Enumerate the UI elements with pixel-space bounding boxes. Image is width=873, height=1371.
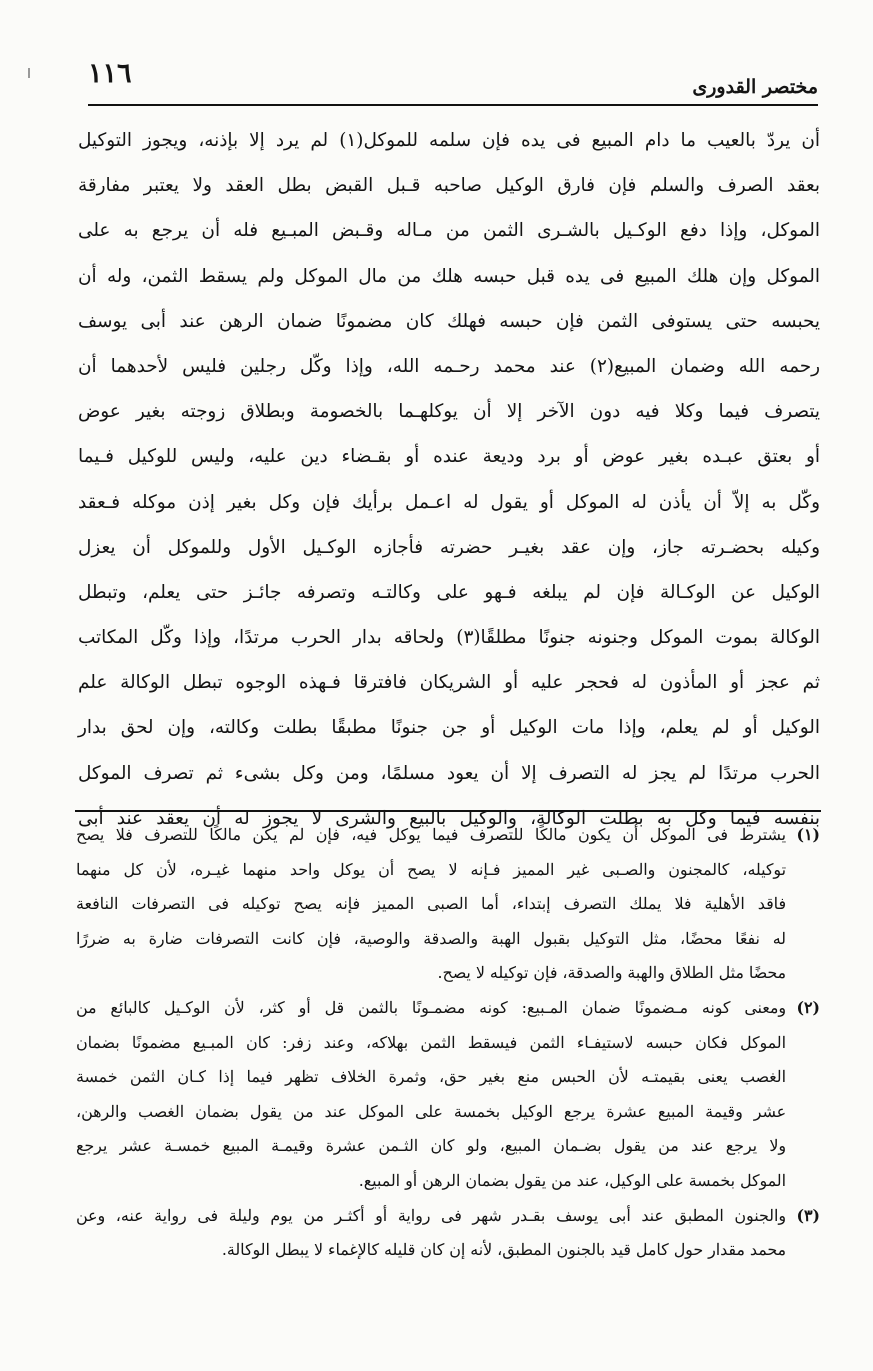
footnote-line: والجنون المطبق عند أبى يوسف بقـدر شهر فى رواية أو أكثـر من يوم وليلة فى رواية عنه، وعن — [76, 1205, 786, 1225]
footnote-line: فاقد الأهلية فلا يملك التصرف إبتداء، أما الصبى المميز فإنه يصح توكيله فى التصرفات النافعة — [76, 894, 786, 914]
page-header — [88, 60, 818, 106]
body-line: الوكيل عن الوكـالة فإن لم يبلغه فـهو على وكالتـه وتصرفه جائـز حتى يعلم، وتبطل — [78, 581, 820, 603]
body-line: وكيله بحضـرته جاز، وإن عقد بغيـر حضرته فأجازه الوكـيل الأول وللموكل أن يعزل — [78, 536, 820, 558]
scan-artifact — [28, 68, 30, 78]
body-line: يحبسه حتى يستوفى الثمن فإن حبسه فهلك كان مضمونًا ضمان الرهن عند أبى يوسف — [78, 310, 820, 332]
body-line: بنفسه فيما وكل به بطلت الوكالة، والوكيل بالبيع والشرى لا يجوز له أن يعقد عند أبى — [78, 807, 820, 829]
footnotes — [76, 818, 820, 1268]
footnote-line: الموكل فكان حبسه لاستيفـاء الثمن فيسقط الثمن بهلاكه، وعند زفر: كان المبـيع مضمونًا بضمان — [76, 1032, 786, 1052]
footnote-line: عشر وقيمة المبيع عشرة يرجع الوكيل بخمسة على الموكل عند من يقول بضمان الغصب والرهن، — [76, 1101, 786, 1121]
body-line: رحمه الله وضمان المبيع(٢) عند محمد رحـمه الله، وإذا وكّل رجلين فليس لأحدهما أن — [78, 355, 820, 377]
footnote-2 — [76, 991, 820, 1199]
body-line: الوكالة بموت الموكل وجنونه جنونًا مطلقًا(٣) ولحاقه بدار الحرب مرتدًا، وإذا وكّل المكاتب — [78, 627, 820, 649]
footnote-line: محمد مقدار حول كامل قيد بالجنون المطبق، لأنه إن كان قليله كالإغماء لا يبطل الوكالة. — [221, 1240, 786, 1260]
footnote-line: ومعنى كونه مـضمونًا ضمان المـبيع: كونه مضمـونًا بالثمن قل أو كثر، لأن الوكـيل كالبائع من — [76, 997, 786, 1017]
footnote-separator — [75, 810, 821, 812]
main-body-text — [78, 118, 820, 841]
footnote-number: (٢) — [796, 997, 820, 1017]
body-line: الحرب مرتدًا لم يجز له التصرف إلا أن يعود مسلمًا، ومن وكل بشىء ثم تصرف الموكل — [78, 762, 820, 784]
body-line: الوكيل أو لم يعلم، وإذا مات الوكيل أو جن جنونًا مطبقًا بطلت وكالته، وإن لحق بدار — [78, 717, 820, 739]
body-line: أن يردّ بالعيب ما دام المبيع فى يده فإن سلمه للموكل(١) لم يرد إلا بإذنه، ويجوز التوكيل — [78, 130, 820, 151]
footnote-1 — [76, 818, 820, 991]
footnote-line: له نفعًا محضًا، مثل التوكيل بقبول الهبة والصدقة والوصية، فإن كانت التصرفات ضارة به ضررًا — [76, 928, 786, 948]
body-line: بعقد الصرف والسلم فإن فارق الوكيل صاحبه قـبل القبض بطل العقد ولا يعتبر مفارقة — [78, 175, 820, 197]
body-line: ثم عجز أو المأذون له فحجر عليه أو الشريكان فافترقا فـهذه الوجوه تبطل الوكالة علم — [78, 672, 820, 694]
book-title: مختصر القدورى — [692, 76, 818, 98]
footnote-line: محضًا مثل الطلاق والهبة والصدقة، فإن توكيله لا يصح. — [437, 963, 786, 983]
footnote-3 — [76, 1199, 820, 1268]
footnote-line: الموكل بخمسة على الوكيل، عند من يقول بضمان الرهن أو المبيع. — [358, 1170, 786, 1190]
footnote-line: ولا يرجع عند من يقول بضـمان المبيع، ولو كان الثـمن عشرة وقيمـة المبيع خمسـة عشر يرجع — [76, 1136, 786, 1156]
body-line: وكّل به إلاّ أن يأذن له الموكل أو يقول له اعـمل برأيك فإن وكل بغير إذن موكله فـعقد — [78, 491, 820, 513]
footnote-line: توكيله، كالمجنون والصـبى غير المميز فـإنه لا يصح أن يوكل واحد منهما غيـره، لأن كل منهما — [76, 859, 786, 879]
page-number: ١١٦ — [88, 58, 132, 89]
body-line: الموكل، وإذا دفع الوكـيل بالشـرى الثمن من مـاله وقـبض المبـيع فله أن يرجع به على — [78, 220, 820, 242]
body-line: الموكل وإن هلك المبيع فى يده قبل حبسه هلك من مال الموكل ولم يسقط الثمن، وله أن — [78, 265, 820, 287]
footnote-line: الغصب يعنى بقيمتـه لأن الحبس منع بغير حق، وثمرة الخلاف تظهر فيما إذا كـان الثمن خمسة — [76, 1067, 786, 1087]
footnote-number: (١) — [796, 825, 820, 844]
footnote-number: (٣) — [796, 1205, 820, 1225]
body-line: يتصرف فيما وكلا فيه دون الآخر إلا أن يوكلهـما بالخصومة وبطلاق زوجته بغير عوض — [78, 401, 820, 423]
footnote-line: يشترط فى الموكل أن يكون مالكًا للتصرف فيما يوكل فيه، فإن لم يكن مالكًا للتصرف فلا يصح — [76, 825, 786, 844]
body-line: أو بعتق عبـده بغير عوض أو برد وديعة عنده أو بقـضاء دين عليه، وليس للوكيل فـيما — [78, 446, 820, 468]
